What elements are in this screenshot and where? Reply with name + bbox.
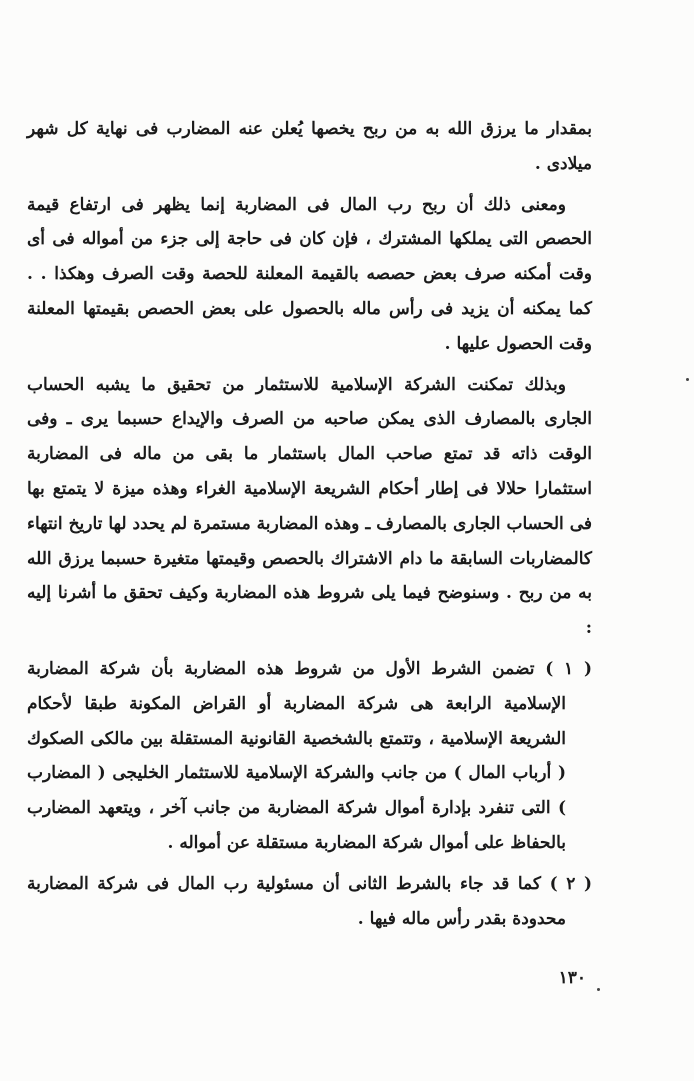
scan-speck [597, 988, 600, 991]
list-item-condition-2: ( ٢ ) كما قد جاء بالشرط الثانى أن مسئولية رب المال فى شركة المضاربة محدودة بقدر رأس ماله فيها . [27, 873, 592, 929]
paragraph-current-account: وبذلك تمكنت الشركة الإسلامية للاستثمار من تحقيق ما يشبه الحساب الجارى بالمصارف الذى يمكن صاحبه من الصرف والإيداع حسبما يرى ـ وفى الوقت ذاته قد تمتع صاحب المال باستثمار ما بقى من ماله فى المضاربة استثمارا حلالا فى إطار أحكام الشريعة الإسلامية الغراء وهذه ميزة لا يتمتع بها فى الحساب الجارى بالمصارف ـ وهذه المضاربة مستمرة لم يحدد لها تاريخ انتهاء كالمضاربات السابقة ما دام الاشتراك بالحصص وقيمتها متغيرة حسبما يرزق الله به من ربح . وسنوضح فيما يلى شروط هذه المضاربة وكيف تحقق ما أشرنا إليه : [27, 374, 592, 639]
scan-speck [686, 378, 689, 381]
page-body [27, 112, 592, 942]
page-number: ١٣٠ [558, 968, 586, 988]
paragraph-continuation: بمقدار ما يرزق الله به من ربح يخصها يُعلن عنه المضارب فى نهاية كل شهر ميلادى . [27, 119, 592, 174]
list-item-condition-1: ( ١ ) تضمن الشرط الأول من شروط هذه المضاربة بأن شركة المضاربة الإسلامية الرابعة هى شركة المضاربة أو القراض المكونة طبقا لأحكام الشريعة الإسلامية ، وتتمتع بالشخصية القانونية المستقلة بين مالكى الصكوك ( أرباب المال ) من جانب والشركة الإسلامية للاستثمار الخليجى ( المضارب ) التى تنفرد بإدارة أموال شركة المضاربة من جانب آخر ، ويتعهد المضارب بالحفاظ على أموال شركة المضاربة مستقلة عن أمواله . [27, 658, 592, 853]
paragraph-meaning: ومعنى ذلك أن ربح رب المال فى المضاربة إنما يظهر فى ارتفاع قيمة الحصص التى يملكها المشترك ، فإن كان فى حاجة إلى جزء من أمواله فى أى وقت أمكنه صرف بعض حصصه بالقيمة المعلنة للحصة وقت الصرف وهكذا . . كما يمكنه أن يزيد فى رأس ماله بالحصول على بعض الحصص بقيمتها المعلنة وقت الحصول عليها . [27, 194, 592, 354]
